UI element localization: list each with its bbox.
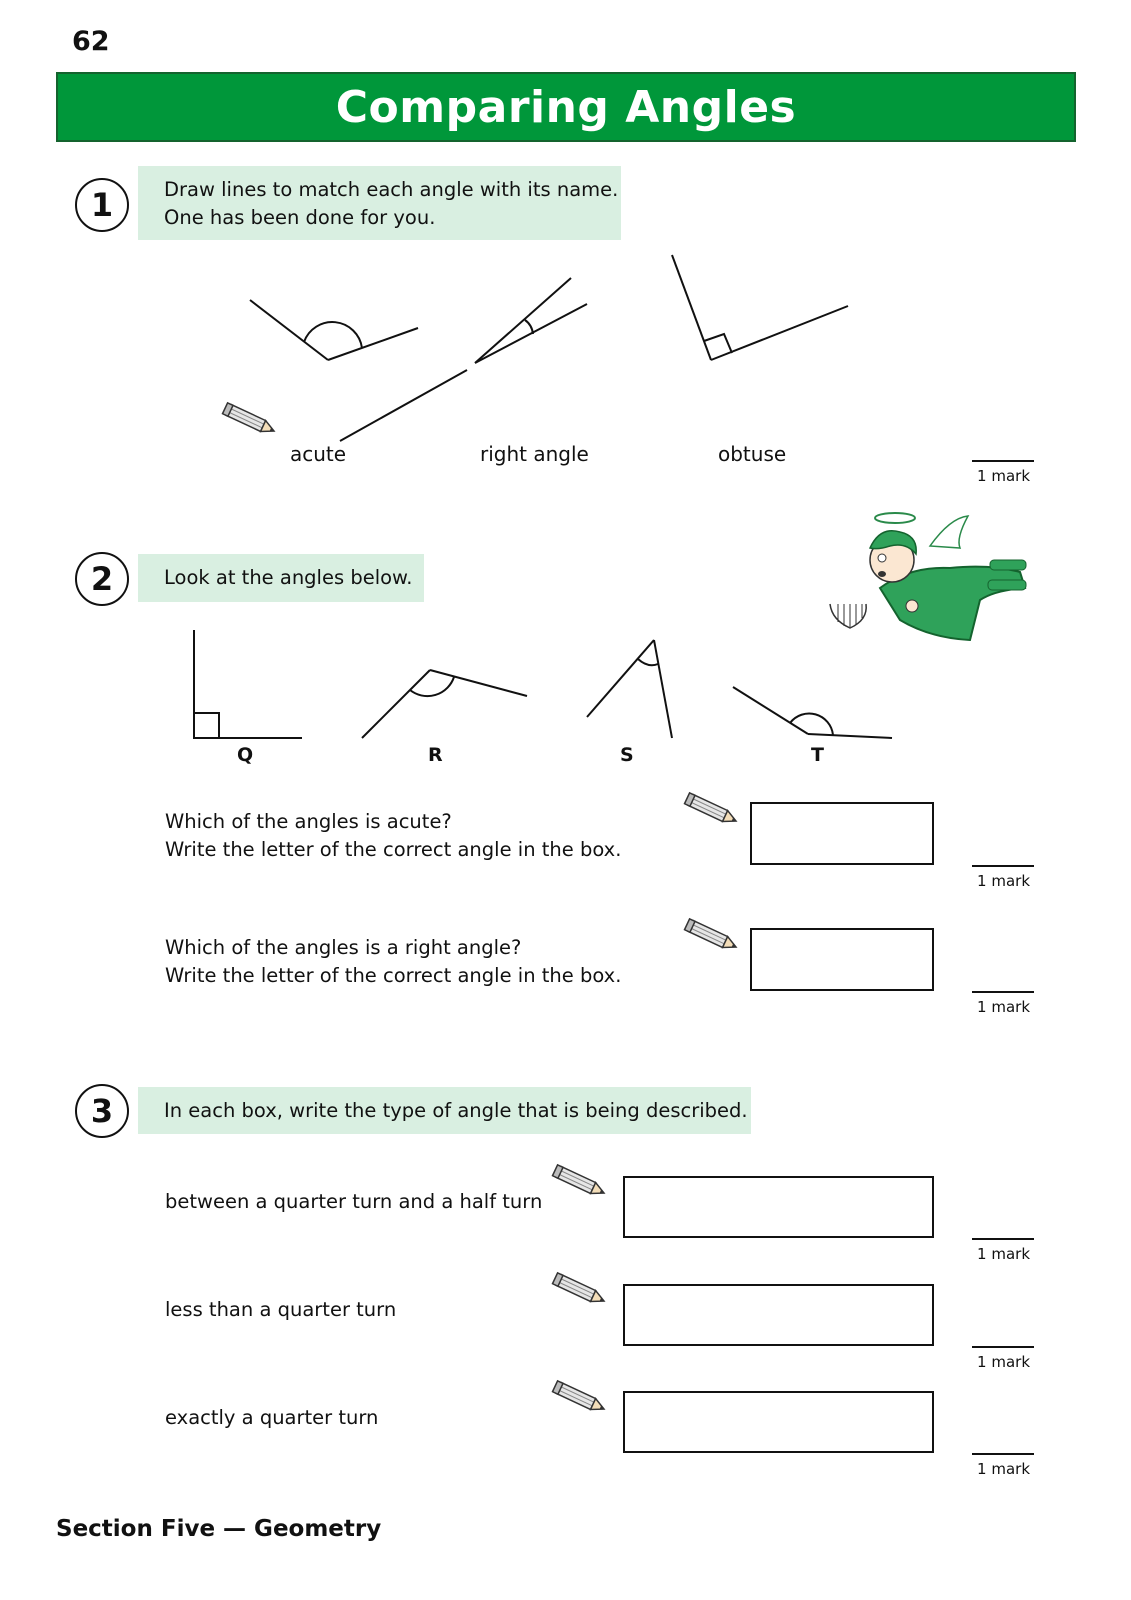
question-number-2: 2 bbox=[75, 552, 129, 606]
q3-answer-box-1[interactable] bbox=[623, 1176, 934, 1238]
page-title: Comparing Angles bbox=[56, 72, 1076, 142]
q2b-mark-text: 1 mark bbox=[977, 998, 1030, 1016]
q1-mark bbox=[972, 460, 1034, 485]
q3-mark-1-text: 1 mark bbox=[977, 1245, 1030, 1263]
angle-label-t: T bbox=[811, 744, 824, 766]
q1-instruction-line-1: Draw lines to match each angle with its name. bbox=[164, 178, 619, 201]
q3-mark-2-text: 1 mark bbox=[977, 1353, 1030, 1371]
q2b-answer-box[interactable] bbox=[750, 928, 934, 991]
pencil-icon bbox=[682, 920, 742, 954]
q1-right-angle-figure bbox=[672, 255, 848, 360]
angle-r-figure bbox=[362, 670, 527, 738]
angle-t-figure bbox=[733, 687, 892, 738]
q2a-line-2: Write the letter of the correct angle in the box. bbox=[165, 838, 622, 861]
q2-instruction bbox=[138, 554, 424, 602]
q2b-mark bbox=[972, 991, 1034, 1016]
question-number-1: 1 bbox=[75, 178, 129, 232]
label-obtuse: obtuse bbox=[718, 442, 787, 466]
question-number-3: 3 bbox=[75, 1084, 129, 1138]
section-footer: Section Five — Geometry bbox=[56, 1516, 382, 1542]
q2-instruction-text: Look at the angles below. bbox=[164, 566, 413, 589]
pencil-icon bbox=[550, 1274, 610, 1308]
pencil-icon bbox=[550, 1166, 610, 1200]
q1-obtuse-angle-figure bbox=[250, 300, 418, 360]
q3-answer-box-3[interactable] bbox=[623, 1391, 934, 1453]
q2a-answer-box[interactable] bbox=[750, 802, 934, 865]
angel-illustration bbox=[820, 508, 1035, 648]
q3-mark-3 bbox=[972, 1453, 1034, 1478]
angle-s-figure bbox=[587, 640, 672, 738]
page-number: 62 bbox=[72, 26, 110, 57]
angle-label-r: R bbox=[428, 744, 443, 766]
pencil-icon bbox=[550, 1382, 610, 1416]
angle-q-figure bbox=[194, 630, 302, 738]
q3-instruction-text: In each box, write the type of angle that is being described. bbox=[164, 1099, 748, 1122]
q2b-line-1: Which of the angles is a right angle? bbox=[165, 936, 522, 959]
q2a-mark bbox=[972, 865, 1034, 890]
q3-mark-3-text: 1 mark bbox=[977, 1460, 1030, 1478]
label-right-angle: right angle bbox=[480, 442, 589, 466]
q1-mark-text: 1 mark bbox=[977, 467, 1030, 485]
q2a-question bbox=[165, 808, 621, 864]
q1-instruction-line-2: One has been done for you. bbox=[164, 206, 436, 229]
q3-mark-1 bbox=[972, 1238, 1034, 1263]
angle-label-s: S bbox=[620, 744, 634, 766]
example-match-line bbox=[340, 370, 467, 441]
q3-item-1-text: between a quarter turn and a half turn bbox=[165, 1190, 543, 1213]
q2b-line-2: Write the letter of the correct angle in the box. bbox=[165, 964, 622, 987]
q3-answer-box-2[interactable] bbox=[623, 1284, 934, 1346]
pencil-icon bbox=[682, 794, 742, 828]
label-acute: acute bbox=[290, 442, 347, 466]
q2a-mark-text: 1 mark bbox=[977, 872, 1030, 890]
angle-label-q: Q bbox=[237, 744, 254, 766]
q1-acute-angle-figure bbox=[475, 278, 587, 363]
pencil-icon bbox=[220, 404, 280, 438]
q3-item-2-text: less than a quarter turn bbox=[165, 1298, 397, 1321]
q2b-question bbox=[165, 934, 621, 990]
q3-instruction bbox=[138, 1087, 751, 1134]
q2a-line-1: Which of the angles is acute? bbox=[165, 810, 452, 833]
q3-mark-2 bbox=[972, 1346, 1034, 1371]
q3-item-3-text: exactly a quarter turn bbox=[165, 1406, 379, 1429]
